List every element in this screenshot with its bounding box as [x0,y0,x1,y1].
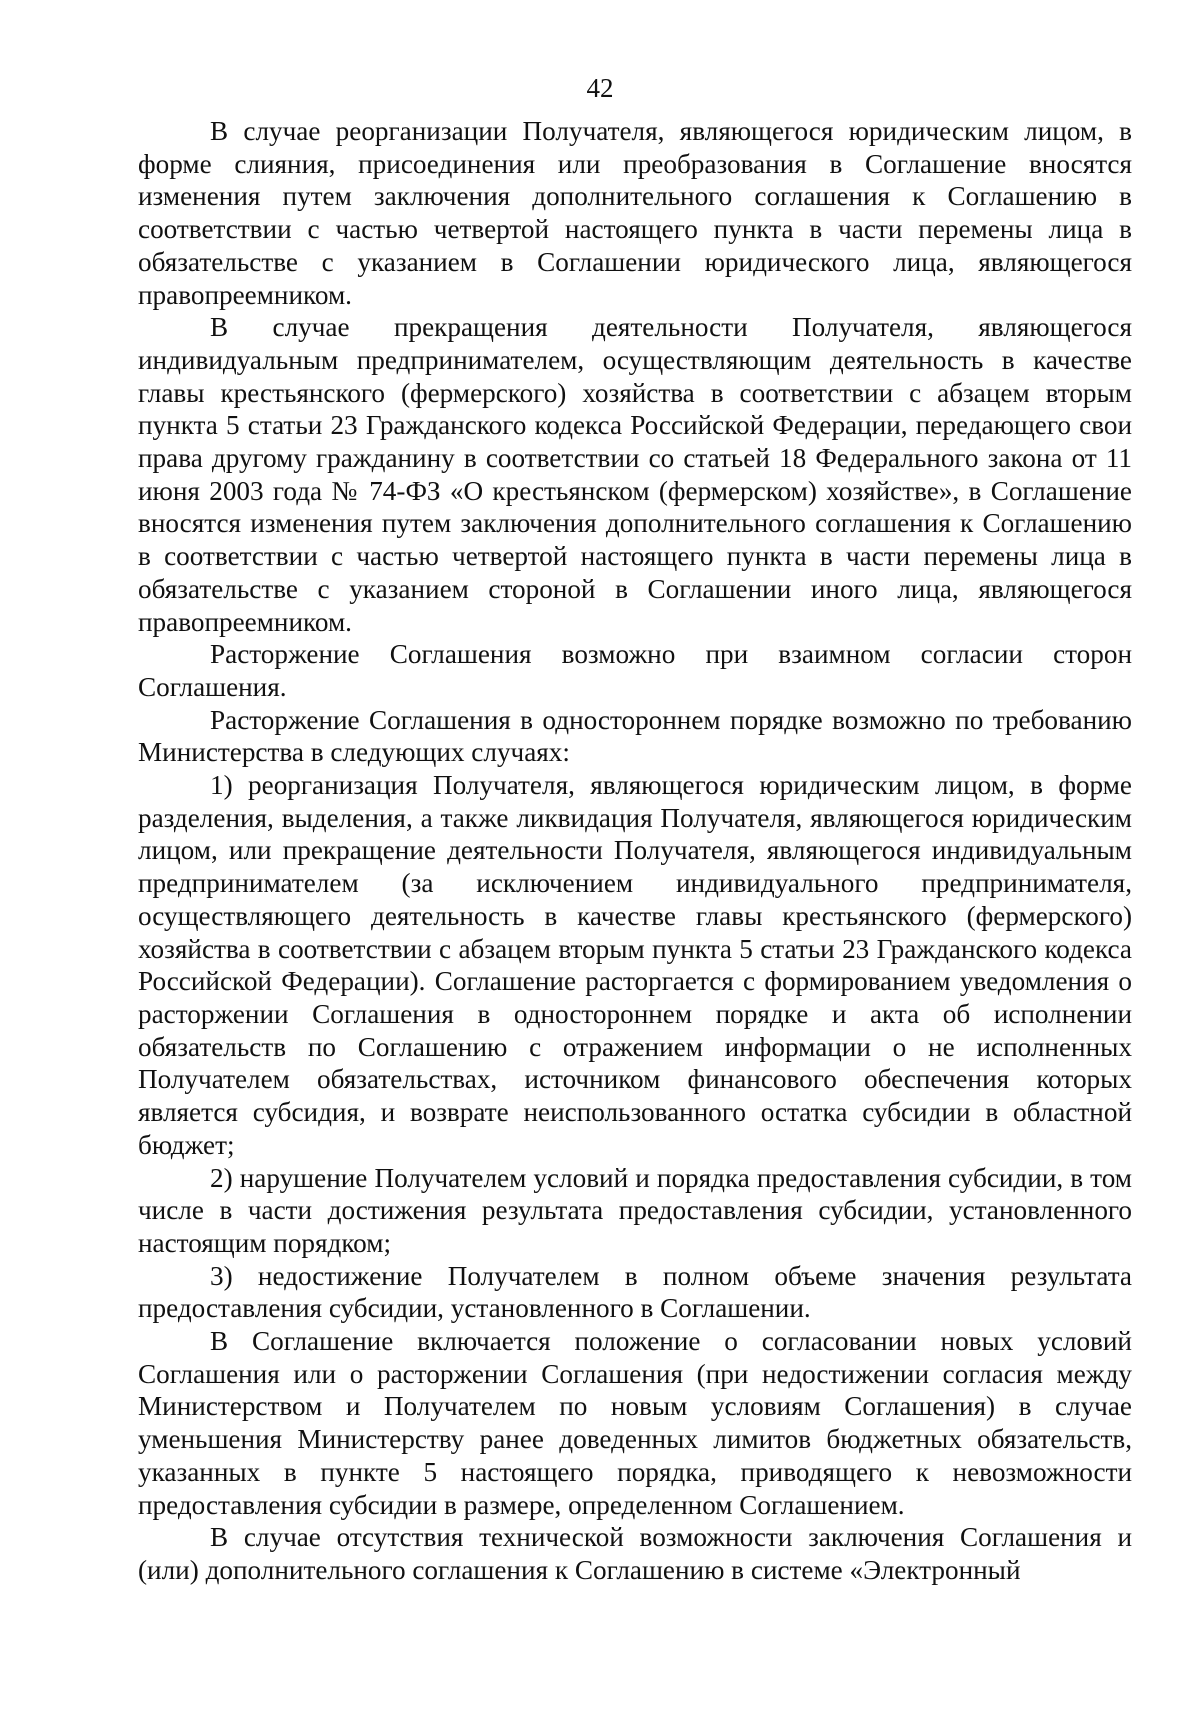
paragraph-termination-farm-head: В случае прекращения деятельности Получателя, являющегося индивидуальным предпринимателем, осуществляющим деятельность в качестве главы крестьянского (фермерского) хозяйства в соответствии с абзацем вторым пункта 5 статьи 23 Гражданского кодекса Российской Федерации, передающего свои права другому гражданину в соответствии со статьей 18 Федерального закона от 11 июня 2003 года № 74-ФЗ «О крестьянском (фермерском) хозяйстве», в Соглашение вносятся изменения путем заключения дополнительного соглашения к Соглашению в соответствии с частью четвертой настоящего пункта в части перемены лица в обязательстве с указанием стороной в Соглашении иного лица, являющегося правопреемником. [138,312,1132,637]
paragraph-no-technical-possibility: В случае отсутствия технической возможности заключения Соглашения и (или) дополнительного соглашения к Соглашению в системе «Электронный [138,1522,1132,1585]
paragraph-new-conditions: В Соглашение включается положение о согласовании новых условий Соглашения или о расторжении Соглашения (при недостижении согласия между Министерством и Получателем по новым условиям Соглашения) в случае уменьшения Министерству ранее доведенных лимитов бюджетных обязательств, указанных в пункте 5 настоящего порядка, приводящего к невозможности предоставления субсидии в размере, определенном Соглашением. [138,1326,1132,1520]
list-item-1: 1) реорганизация Получателя, являющегося юридическим лицом, в форме разделения, выделения, а также ликвидация Получателя, являющегося юридическим лицом, или прекращение деятельности Получателя, являющегося индивидуальным предпринимателем (за исключением индивидуального предпринимателя, осуществляющего деятельность в качестве главы крестьянского (фермерского) хозяйства в соответствии с абзацем вторым пункта 5 статьи 23 Гражданского кодекса Российской Федерации). Соглашение расторгается с формированием уведомления о расторжении Соглашения в одностороннем порядке и акта об исполнении обязательств по Соглашению с отражением информации о не исполненных Получателем обязательствах, источником финансового обеспечения которых является субсидия, и возврате неиспользованного остатка субсидии в областной бюджет; [138,770,1132,1160]
paragraph-unilateral-termination: Расторжение Соглашения в одностороннем порядке возможно по требованию Министерства в следующих случаях: [138,704,1132,768]
list-item-2: 2) нарушение Получателем условий и порядка предоставления субсидии, в том числе в части достижения результата предоставления субсидии, установленного настоящим порядком; [138,1162,1132,1258]
page-number: 42 [586,73,614,103]
paragraph-mutual-termination: Расторжение Соглашения возможно при взаимном согласии сторон Соглашения. [138,639,1132,702]
paragraph-reorganization-merger: В случае реорганизации Получателя, являющегося юридическим лицом, в форме слияния, присоединения или преобразования в Соглашение вносятся изменения путем заключения дополнительного соглашения к Соглашению в соответствии с частью четвертой настоящего пункта в части перемены лица в обязательстве с указанием в Соглашении юридического лица, являющегося правопреемником. [138,116,1132,310]
document-body [138,115,1132,1587]
list-item-3: 3) недостижение Получателем в полном объеме значения результата предоставления субсидии, установленного в Соглашении. [138,1260,1132,1324]
